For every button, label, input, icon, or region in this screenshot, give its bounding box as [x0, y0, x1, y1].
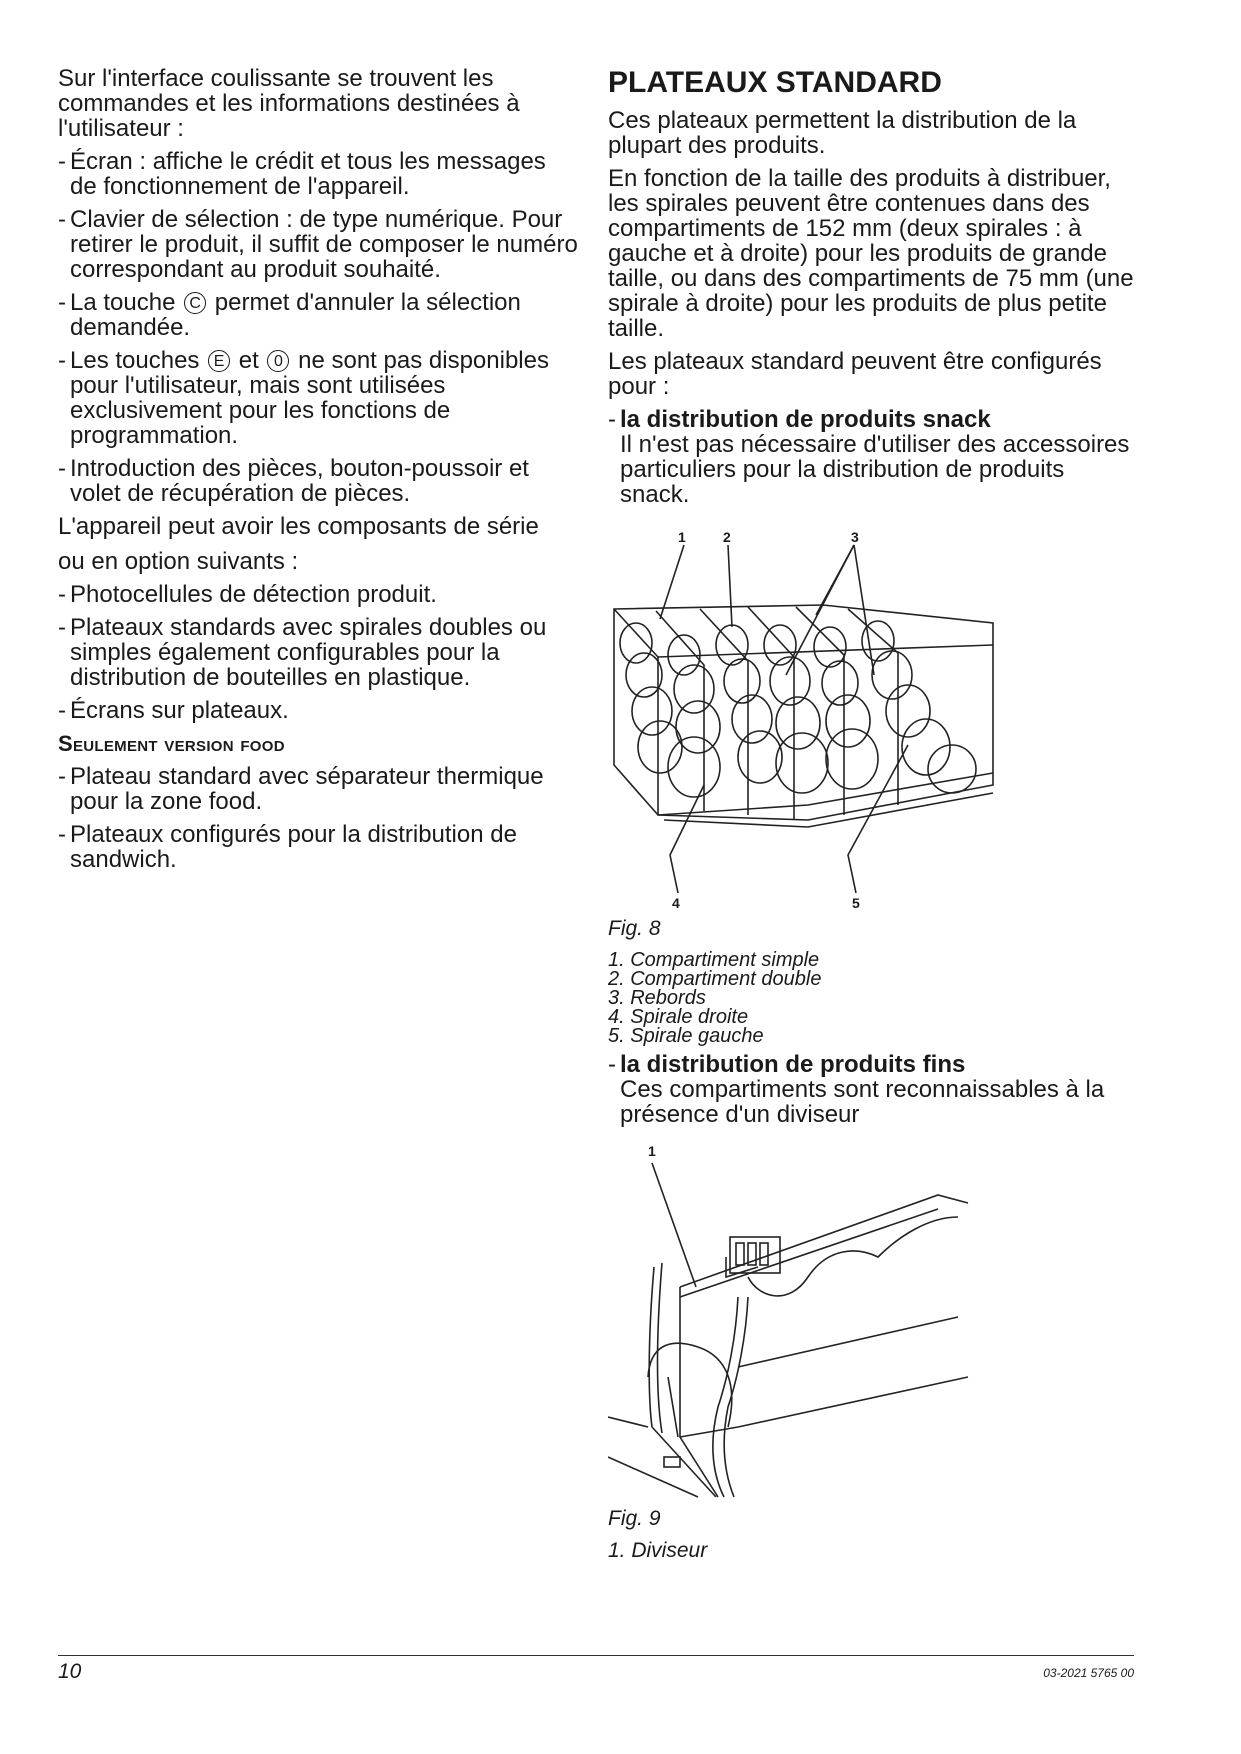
- key-c-icon: C: [184, 292, 206, 314]
- callout-2: 2: [723, 529, 731, 545]
- legend-item: 1. Diviseur: [608, 1539, 708, 1562]
- tray-drawing-icon: [608, 515, 1138, 915]
- divider-drawing-icon: [608, 1137, 1138, 1507]
- list-item: - Plateau standard avec séparateur thermique pour la zone food.: [58, 763, 544, 815]
- list-item-key-c: - La touche C permet d'annuler la sélection demandée.: [58, 289, 521, 341]
- legend-item: 1. Compartiment simple: [608, 949, 820, 971]
- figure-8-tray: [608, 515, 1138, 915]
- list-item: - Introduction des pièces, bouton-poussoir et volet de récupération de pièces.: [58, 455, 529, 507]
- food-heading: Seulement version food: [58, 731, 285, 756]
- legend-item: 3. Rebords: [608, 987, 706, 1009]
- callout-1: 1: [678, 529, 686, 545]
- fins-item: - la distribution de produits fins Ces compartiments sont reconnaissables à la présence d'un diviseur: [608, 1051, 1105, 1128]
- snack-text: Il n'est pas nécessaire d'utiliser des accessoires particuliers pour la distribution de produits snack.: [620, 431, 1130, 508]
- list-item: - Plateaux configurés pour la distribution de sandwich.: [58, 821, 517, 873]
- list-item: - Clavier de sélection : de type numérique. Pour retirer le produit, il suffit de composer le numéro correspondant au produit souhaité.: [58, 206, 578, 283]
- fins-text: Ces compartiments sont reconnaissables à la présence d'un diviseur: [620, 1076, 1105, 1128]
- right-column: [608, 66, 1138, 1566]
- intro-paragraph: Sur l'interface coulissante se trouvent les commandes et les informations destinées à l'utilisateur :: [58, 65, 520, 142]
- key-e-icon: E: [208, 350, 230, 372]
- key-0-icon: 0: [267, 350, 289, 372]
- fins-heading: la distribution de produits fins: [620, 1051, 966, 1078]
- figure-9-label: Fig. 9: [608, 1507, 661, 1530]
- paragraph: En fonction de la taille des produits à distribuer, les spirales peuvent être contenues dans des compartiments de 152 mm (deux spirales : à gauche et à droite) pour les produits de grande taille, ou dans des compartiments de 75 mm (une spirale à droite) pour les produits de plus petite taille.: [608, 165, 1134, 342]
- footer-rule: [58, 1655, 1134, 1656]
- figure-8-legend: [608, 951, 1138, 1046]
- callout-3: 3: [851, 529, 859, 545]
- legend-item: 2. Compartiment double: [608, 968, 822, 990]
- legend-item: 4. Spirale droite: [608, 1006, 749, 1028]
- snack-heading: la distribution de produits snack: [620, 406, 991, 433]
- page-number: 10: [58, 1660, 82, 1683]
- figure-9-divider: [608, 1137, 1138, 1507]
- figure-9-legend: [608, 1541, 1138, 1560]
- list-item: - Écran : affiche le crédit et tous les messages de fonctionnement de l'appareil.: [58, 148, 546, 200]
- left-column: [58, 66, 578, 880]
- legend-item: 5. Spirale gauche: [608, 1025, 764, 1047]
- callout-5: 5: [852, 895, 860, 911]
- components-line-1: L'appareil peut avoir les composants de série: [58, 513, 539, 540]
- figure-8-label: Fig. 8: [608, 917, 661, 940]
- snack-item: - la distribution de produits snack Il n'est pas nécessaire d'utiliser des accessoires particuliers pour la distribution de produits snack.: [608, 406, 1130, 508]
- section-title: PLATEAUX STANDARD: [608, 66, 942, 99]
- callout-1: 1: [648, 1143, 656, 1159]
- document-code: 03-2021 5765 00: [1043, 1666, 1134, 1680]
- paragraph: Ces plateaux permettent la distribution de la plupart des produits.: [608, 107, 1077, 159]
- list-item-keys-e0: - Les touches E et 0 ne sont pas disponibles pour l'utilisateur, mais sont utilisées exclusivement pour les fonctions de programmation.: [58, 347, 549, 449]
- components-line-2: ou en option suivants :: [58, 548, 299, 575]
- list-item: - Écrans sur plateaux.: [58, 697, 289, 724]
- paragraph: Les plateaux standard peuvent être configurés pour :: [608, 348, 1102, 400]
- list-item: - Plateaux standards avec spirales doubles ou simples également configurables pour la distribution de bouteilles en plastique.: [58, 614, 547, 691]
- callout-4: 4: [672, 895, 680, 911]
- list-item: - Photocellules de détection produit.: [58, 581, 437, 608]
